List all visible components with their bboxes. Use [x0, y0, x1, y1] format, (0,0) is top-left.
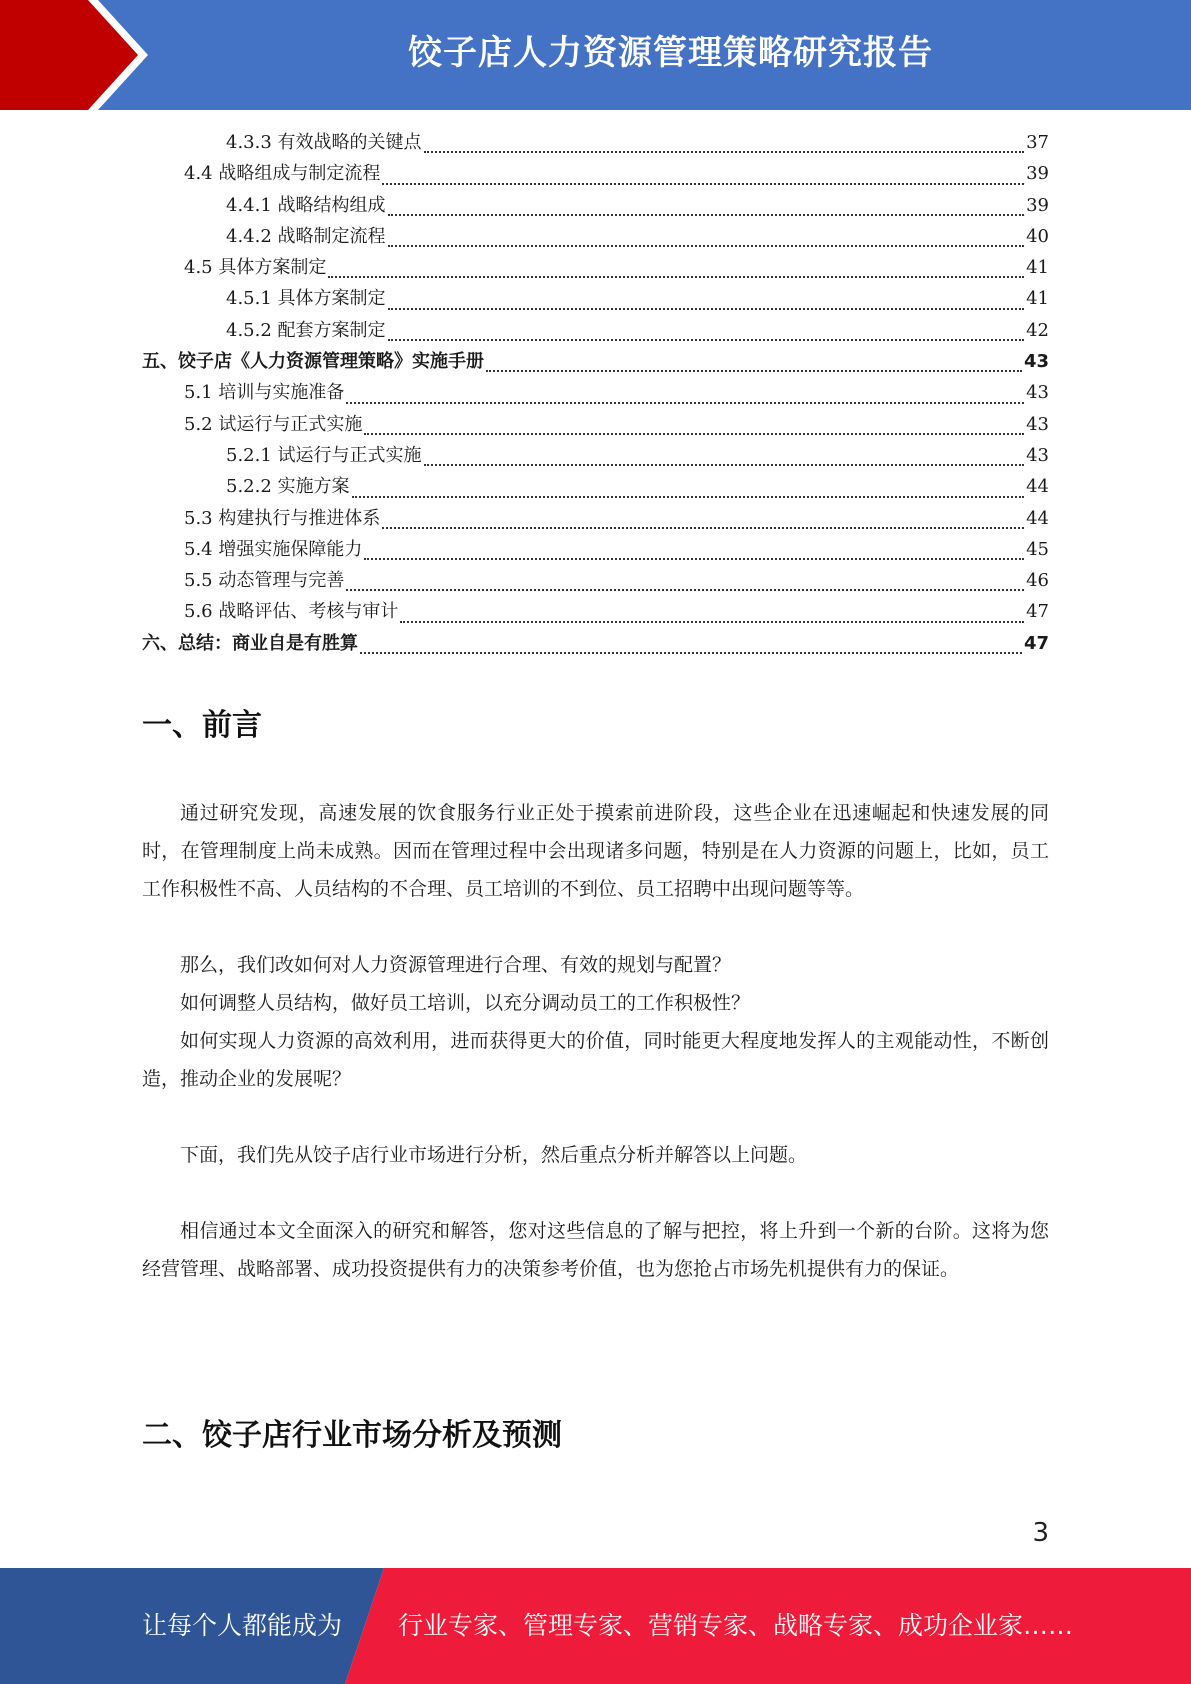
toc-page-number: 42	[1026, 319, 1049, 341]
toc-label: 5.1 培训与实施准备	[184, 382, 345, 404]
footer-slogan-right: 行业专家、管理专家、营销专家、战略专家、成功企业家……	[398, 1611, 1074, 1640]
toc-page-number: 47	[1026, 601, 1049, 623]
toc-page-number: 44	[1026, 507, 1049, 529]
toc-leader-dots	[346, 402, 1024, 404]
toc-page-number: 39	[1026, 194, 1049, 216]
toc-label: 5.2.2 实施方案	[226, 476, 350, 498]
toc-leader-dots	[382, 183, 1024, 185]
toc-page-number: 39	[1026, 163, 1049, 185]
toc-row[interactable]	[142, 441, 1049, 472]
header-chevron-decoration	[0, 0, 160, 110]
toc-row[interactable]	[142, 347, 1049, 378]
toc-label: 五、饺子店《人力资源管理策略》实施手册	[142, 351, 484, 373]
toc-leader-dots	[424, 151, 1025, 153]
toc-row[interactable]	[142, 535, 1049, 566]
section-heading-market-analysis: 二、饺子店行业市场分析及预测	[142, 1418, 562, 1453]
toc-label: 5.6 战略评估、考核与审计	[184, 601, 399, 623]
toc-page-number: 46	[1026, 570, 1049, 592]
toc-label: 4.3.3 有效战略的关键点	[226, 132, 422, 153]
toc-row[interactable]	[142, 566, 1049, 597]
toc-page-number: 47	[1023, 632, 1049, 654]
toc-row[interactable]	[142, 629, 1049, 660]
toc-leader-dots	[364, 433, 1024, 435]
toc-leader-dots	[364, 558, 1024, 560]
toc-page-number: 37	[1026, 132, 1049, 153]
toc-label: 5.5 动态管理与完善	[184, 570, 345, 592]
page-number: 3	[1032, 1518, 1049, 1548]
toc-row[interactable]	[142, 253, 1049, 284]
preface-body	[142, 794, 1049, 1288]
toc-page-number: 43	[1026, 444, 1049, 466]
paragraph: 下面，我们先从饺子店行业市场进行分析，然后重点分析并解答以上问题。	[180, 1144, 808, 1166]
toc-row[interactable]	[142, 128, 1049, 159]
toc-leader-dots	[424, 464, 1025, 466]
toc-row[interactable]	[142, 410, 1049, 441]
toc-label: 4.5 具体方案制定	[184, 257, 327, 279]
paragraph: 如何实现人力资源的高效利用，进而获得更大的价值，同时能更大程度地发挥人的主观能动性，不断创造，推动企业的发展呢？	[142, 1030, 1049, 1090]
toc-page-number: 41	[1026, 257, 1049, 279]
toc-label: 5.2 试运行与正式实施	[184, 413, 363, 435]
toc-leader-dots	[382, 527, 1024, 529]
toc-page-number: 44	[1026, 476, 1049, 498]
paragraph: 如何调整人员结构，做好员工培训，以充分调动员工的工作积极性？	[180, 992, 751, 1014]
toc-leader-dots	[400, 621, 1024, 623]
table-of-contents	[142, 128, 1049, 660]
toc-row[interactable]	[142, 597, 1049, 628]
paragraph: 那么，我们改如何对人力资源管理进行合理、有效的规划与配置？	[180, 954, 732, 976]
toc-label: 4.4 战略组成与制定流程	[184, 163, 381, 185]
toc-label: 4.4.2 战略制定流程	[226, 225, 386, 247]
toc-leader-dots	[360, 652, 1022, 654]
toc-leader-dots	[352, 496, 1025, 498]
toc-row[interactable]	[142, 222, 1049, 253]
toc-page-number: 43	[1026, 413, 1049, 435]
toc-label: 4.5.2 配套方案制定	[226, 319, 386, 341]
page-header	[0, 0, 1191, 110]
toc-leader-dots	[388, 245, 1025, 247]
toc-leader-dots	[388, 339, 1025, 341]
toc-leader-dots	[346, 589, 1024, 591]
toc-row[interactable]	[142, 159, 1049, 190]
toc-label: 5.4 增强实施保障能力	[184, 538, 363, 560]
document-title: 饺子店人力资源管理策略研究报告	[408, 33, 933, 73]
toc-label: 5.2.1 试运行与正式实施	[226, 444, 422, 466]
toc-row[interactable]	[142, 504, 1049, 535]
page-footer	[0, 1568, 1191, 1684]
toc-row[interactable]	[142, 378, 1049, 409]
footer-slogan-left: 让每个人都能成为	[142, 1611, 343, 1640]
toc-label: 六、总结：商业自是有胜算	[142, 632, 358, 654]
toc-label: 4.5.1 具体方案制定	[226, 288, 386, 310]
toc-row[interactable]	[142, 316, 1049, 347]
toc-page-number: 43	[1023, 351, 1049, 373]
toc-page-number: 45	[1026, 538, 1049, 560]
toc-row[interactable]	[142, 191, 1049, 222]
paragraph: 通过研究发现，高速发展的饮食服务行业正处于摸索前进阶段，这些企业在迅速崛起和快速发展的同时，在管理制度上尚未成熟。因而在管理过程中会出现诸多问题，特别是在人力资源的问题上，比如，员工工作积极性不高、人员结构的不合理、员工培训的不到位、员工招聘中出现问题等等。	[142, 802, 1049, 900]
toc-label: 5.3 构建执行与推进体系	[184, 507, 381, 529]
toc-leader-dots	[486, 370, 1022, 372]
toc-row[interactable]	[142, 284, 1049, 315]
toc-leader-dots	[388, 214, 1025, 216]
toc-page-number: 43	[1026, 382, 1049, 404]
toc-page-number: 41	[1026, 288, 1049, 310]
toc-label: 4.4.1 战略结构组成	[226, 194, 386, 216]
paragraph: 相信通过本文全面深入的研究和解答，您对这些信息的了解与把控，将上升到一个新的台阶。这将为您经营管理、战略部署、成功投资提供有力的决策参考价值，也为您抢占市场先机提供有力的保证。	[142, 1220, 1049, 1280]
section-heading-preface: 一、前言	[142, 708, 262, 743]
toc-page-number: 40	[1026, 225, 1049, 247]
toc-row[interactable]	[142, 472, 1049, 503]
toc-leader-dots	[388, 308, 1025, 310]
toc-leader-dots	[328, 276, 1024, 278]
